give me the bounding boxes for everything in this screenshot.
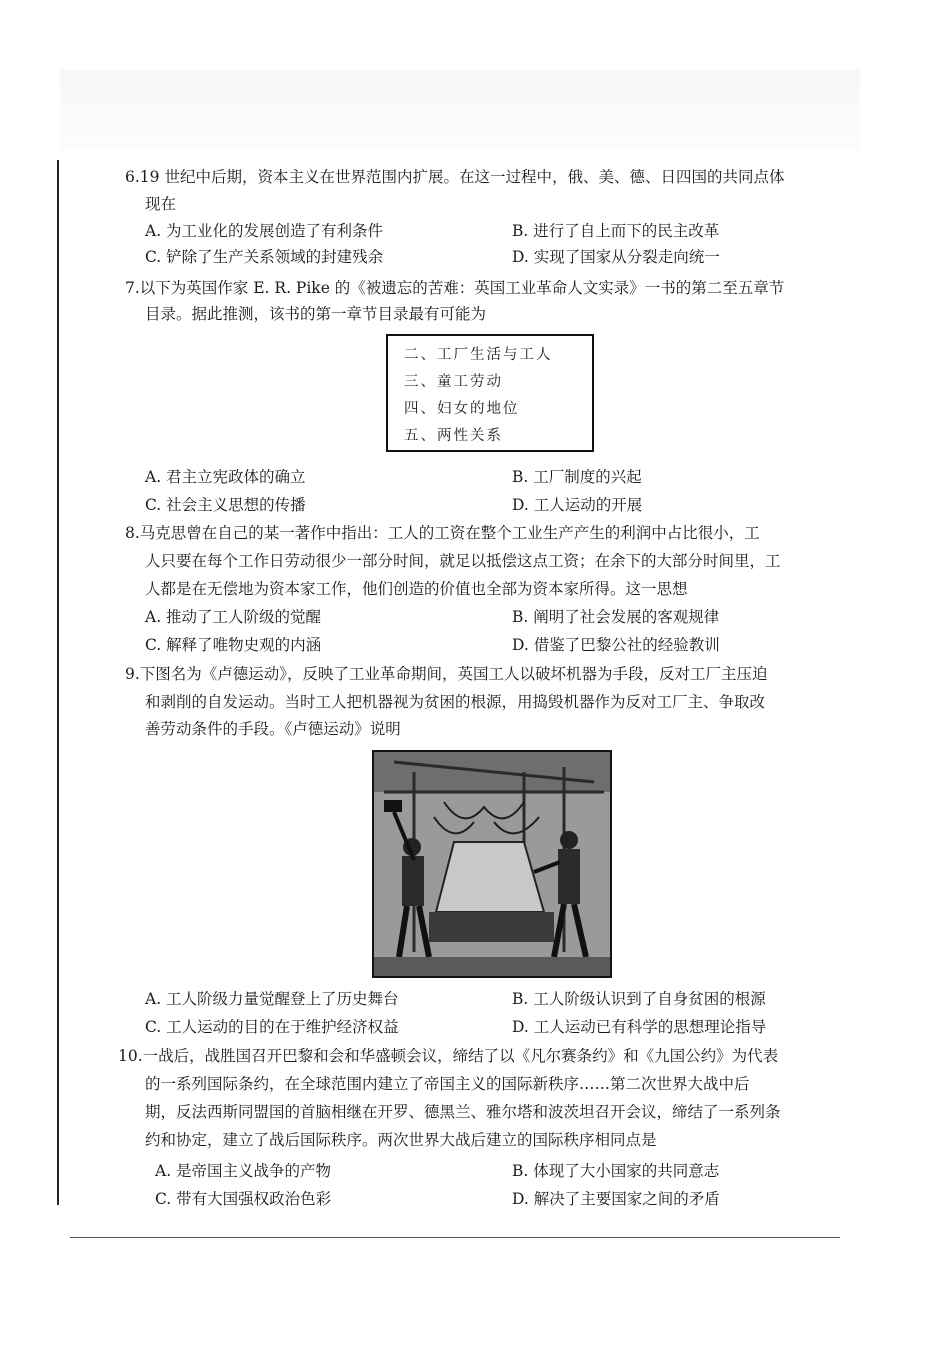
- question-8-line-2: 人只要在每个工作日劳动很少一部分时间，就足以抵偿这点工资；在余下的大部分时间里，工: [145, 552, 781, 570]
- question-7-line-1: 7.以下为英国作家 E. R. Pike 的《被遗忘的苦难：英国工业革命人文实录》一书的第二至五章节: [125, 279, 785, 297]
- q9-option-d[interactable]: D. 工人运动已有科学的思想理论指导: [512, 1018, 767, 1036]
- q10-option-a[interactable]: A. 是帝国主义战争的产物: [155, 1162, 332, 1180]
- left-margin-rule: [57, 160, 59, 1205]
- table-of-contents-box: [386, 334, 594, 452]
- q7-option-a[interactable]: A. 君主立宪政体的确立: [145, 468, 306, 486]
- q8-option-d[interactable]: D. 借鉴了巴黎公社的经验教训: [512, 636, 720, 654]
- question-10-line-2: 的一系列国际条约，在全球范围内建立了帝国主义的国际新秩序……第二次世界大战中后: [145, 1075, 750, 1093]
- toc-item: 三、童工劳动: [404, 374, 503, 390]
- q9-option-b[interactable]: B. 工人阶级认识到了自身贫困的根源: [512, 990, 766, 1008]
- q9-option-a[interactable]: A. 工人阶级力量觉醒登上了历史舞台: [145, 990, 399, 1008]
- q7-option-c[interactable]: C. 社会主义思想的传播: [145, 496, 306, 514]
- q6-option-c[interactable]: C. 铲除了生产关系领域的封建残余: [145, 248, 384, 266]
- question-6-line-1: 6.19 世纪中后期，资本主义在世界范围内扩展。在这一过程中，俄、美、德、日四国的共同点体: [125, 168, 785, 186]
- toc-item: 四、妇女的地位: [404, 401, 520, 417]
- q8-option-c[interactable]: C. 解释了唯物史观的内涵: [145, 636, 322, 654]
- q9-option-c[interactable]: C. 工人运动的目的在于维护经济权益: [145, 1018, 399, 1036]
- question-9-line-3: 善劳动条件的手段。《卢德运动》说明: [145, 720, 401, 738]
- question-9-line-2: 和剥削的自发运动。当时工人把机器视为贫困的根源，用捣毁机器作为反对工厂主、争取改: [145, 693, 766, 711]
- question-6-line-2: 现在: [145, 195, 177, 213]
- q8-option-b[interactable]: B. 阐明了社会发展的客观规律: [512, 608, 720, 626]
- question-10-line-4: 约和协定，建立了战后国际秩序。两次世界大战后建立的国际秩序相同点是: [145, 1131, 657, 1149]
- question-9-line-1: 9.下图名为《卢德运动》，反映了工业革命期间，英国工人以破坏机器为手段，反对工厂主压迫: [125, 665, 768, 683]
- question-10-line-3: 期，反法西斯同盟国的首脑相继在开罗、德黑兰、雅尔塔和波茨坦召开会议，缔结了一系列条: [145, 1103, 781, 1121]
- bleed-through-shadow: [60, 70, 860, 150]
- q10-option-c[interactable]: C. 带有大国强权政治色彩: [155, 1190, 332, 1208]
- q6-option-d[interactable]: D. 实现了国家从分裂走向统一: [512, 248, 720, 266]
- q8-option-a[interactable]: A. 推动了工人阶级的觉醒: [145, 608, 322, 626]
- q10-option-d[interactable]: D. 解决了主要国家之间的矛盾: [512, 1190, 720, 1208]
- engraving-image: [374, 752, 610, 976]
- luddite-movement-illustration: [372, 750, 612, 978]
- question-7-line-2: 目录。据此推测，该书的第一章节目录最有可能为: [145, 305, 487, 323]
- question-10-line-1: 10.一战后，战胜国召开巴黎和会和华盛顿会议，缔结了以《凡尔赛条约》和《九国公约》为代表: [118, 1047, 779, 1065]
- toc-item: 二、工厂生活与工人: [404, 347, 553, 363]
- q7-option-d[interactable]: D. 工人运动的开展: [512, 496, 643, 514]
- q6-option-a[interactable]: A. 为工业化的发展创造了有利条件: [145, 222, 384, 240]
- q7-option-b[interactable]: B. 工厂制度的兴起: [512, 468, 642, 486]
- q6-option-b[interactable]: B. 进行了自上而下的民主改革: [512, 222, 720, 240]
- page-bottom-rule: [70, 1237, 840, 1238]
- question-8-line-1: 8.马克思曾在自己的某一著作中指出：工人的工资在整个工业生产产生的利润中占比很小，工: [125, 524, 760, 542]
- q10-option-b[interactable]: B. 体现了大小国家的共同意志: [512, 1162, 720, 1180]
- question-8-line-3: 人都是在无偿地为资本家工作，他们创造的价值也全部为资本家所得。这一思想: [145, 580, 688, 598]
- toc-item: 五、两性关系: [404, 428, 503, 444]
